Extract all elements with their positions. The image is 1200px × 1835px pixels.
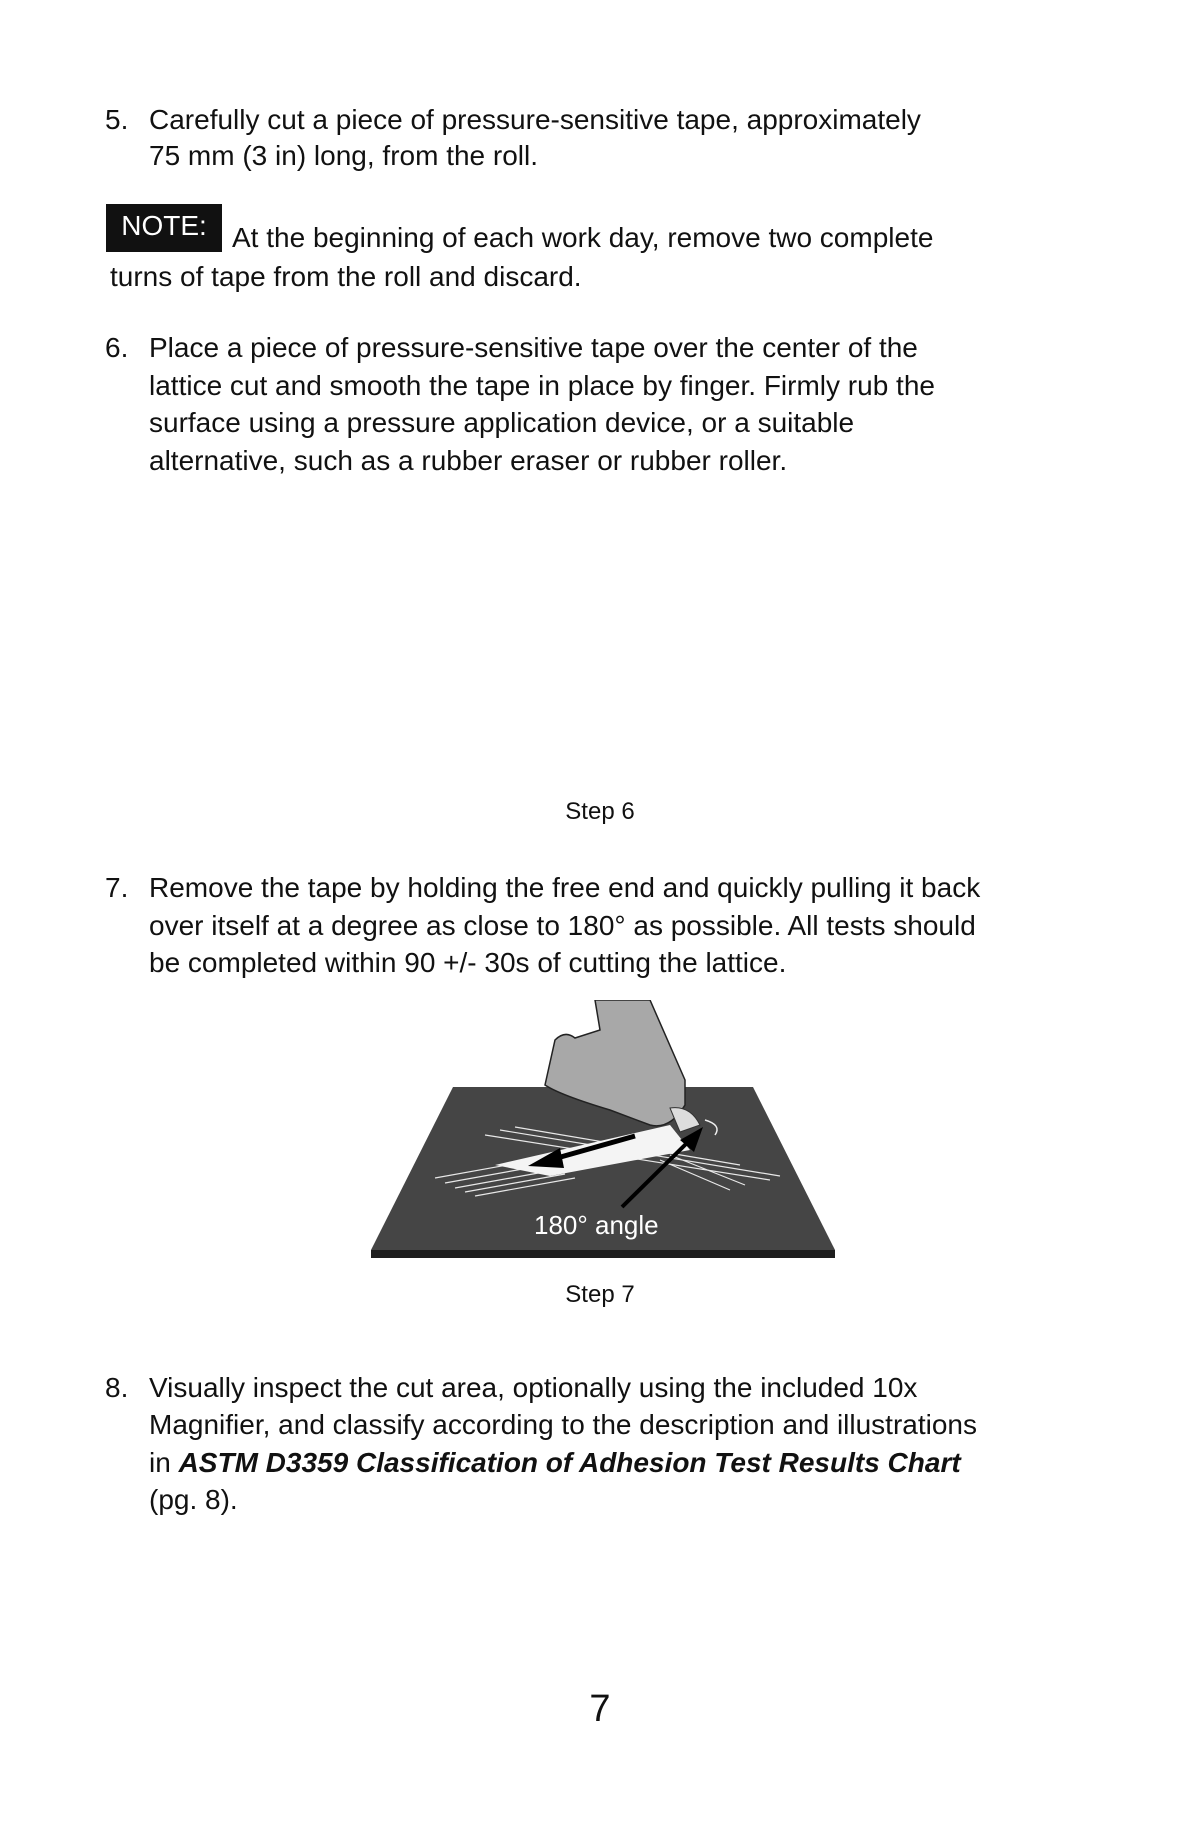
step-text: Place a piece of pressure-sensitive tape over the center of the [149,332,918,363]
step-7-caption: Step 7 [565,1281,635,1308]
step-text: Magnifier, and classify according to the description and illustrations [149,1409,977,1440]
note-text: At the beginning of each work day, remove two complete [232,222,934,253]
step-6-caption: Step 6 [565,798,635,825]
page-number: 7 [589,1688,611,1730]
chart-reference: ASTM D3359 Classification of Adhesion Test Results Chart [178,1447,961,1478]
step-text: lattice cut and smooth the tape in place by finger. Firmly rub the [149,370,935,401]
note-text: turns of tape from the roll and discard. [110,261,582,292]
step-text: be completed within 90 +/- 30s of cutting the lattice. [149,947,787,978]
text-prefix: in [149,1447,179,1478]
step-text: 75 mm (3 in) long, from the roll. [149,140,539,171]
step-text: Visually inspect the cut area, optionally using the included 10x [149,1372,918,1403]
step-text: (pg. 8). [149,1484,238,1515]
step-number: 8. [105,1372,129,1403]
step-number: 7. [105,872,129,903]
step-number: 5. [105,104,129,135]
note-badge: NOTE: [106,204,222,252]
step-text: Remove the tape by holding the free end and quickly pulling it back [149,872,981,903]
angle-label: 180° angle [534,1210,659,1240]
step-text: Carefully cut a piece of pressure-sensitive tape, approximately [149,104,921,135]
step-text: surface using a pressure application device, or a suitable [149,407,855,438]
step-number: 6. [105,332,129,363]
step-text [149,1444,961,1482]
step-text: over itself at a degree as close to 180° as possible. All tests should [149,910,976,941]
step-text: alternative, such as a rubber eraser or rubber roller. [149,445,788,476]
